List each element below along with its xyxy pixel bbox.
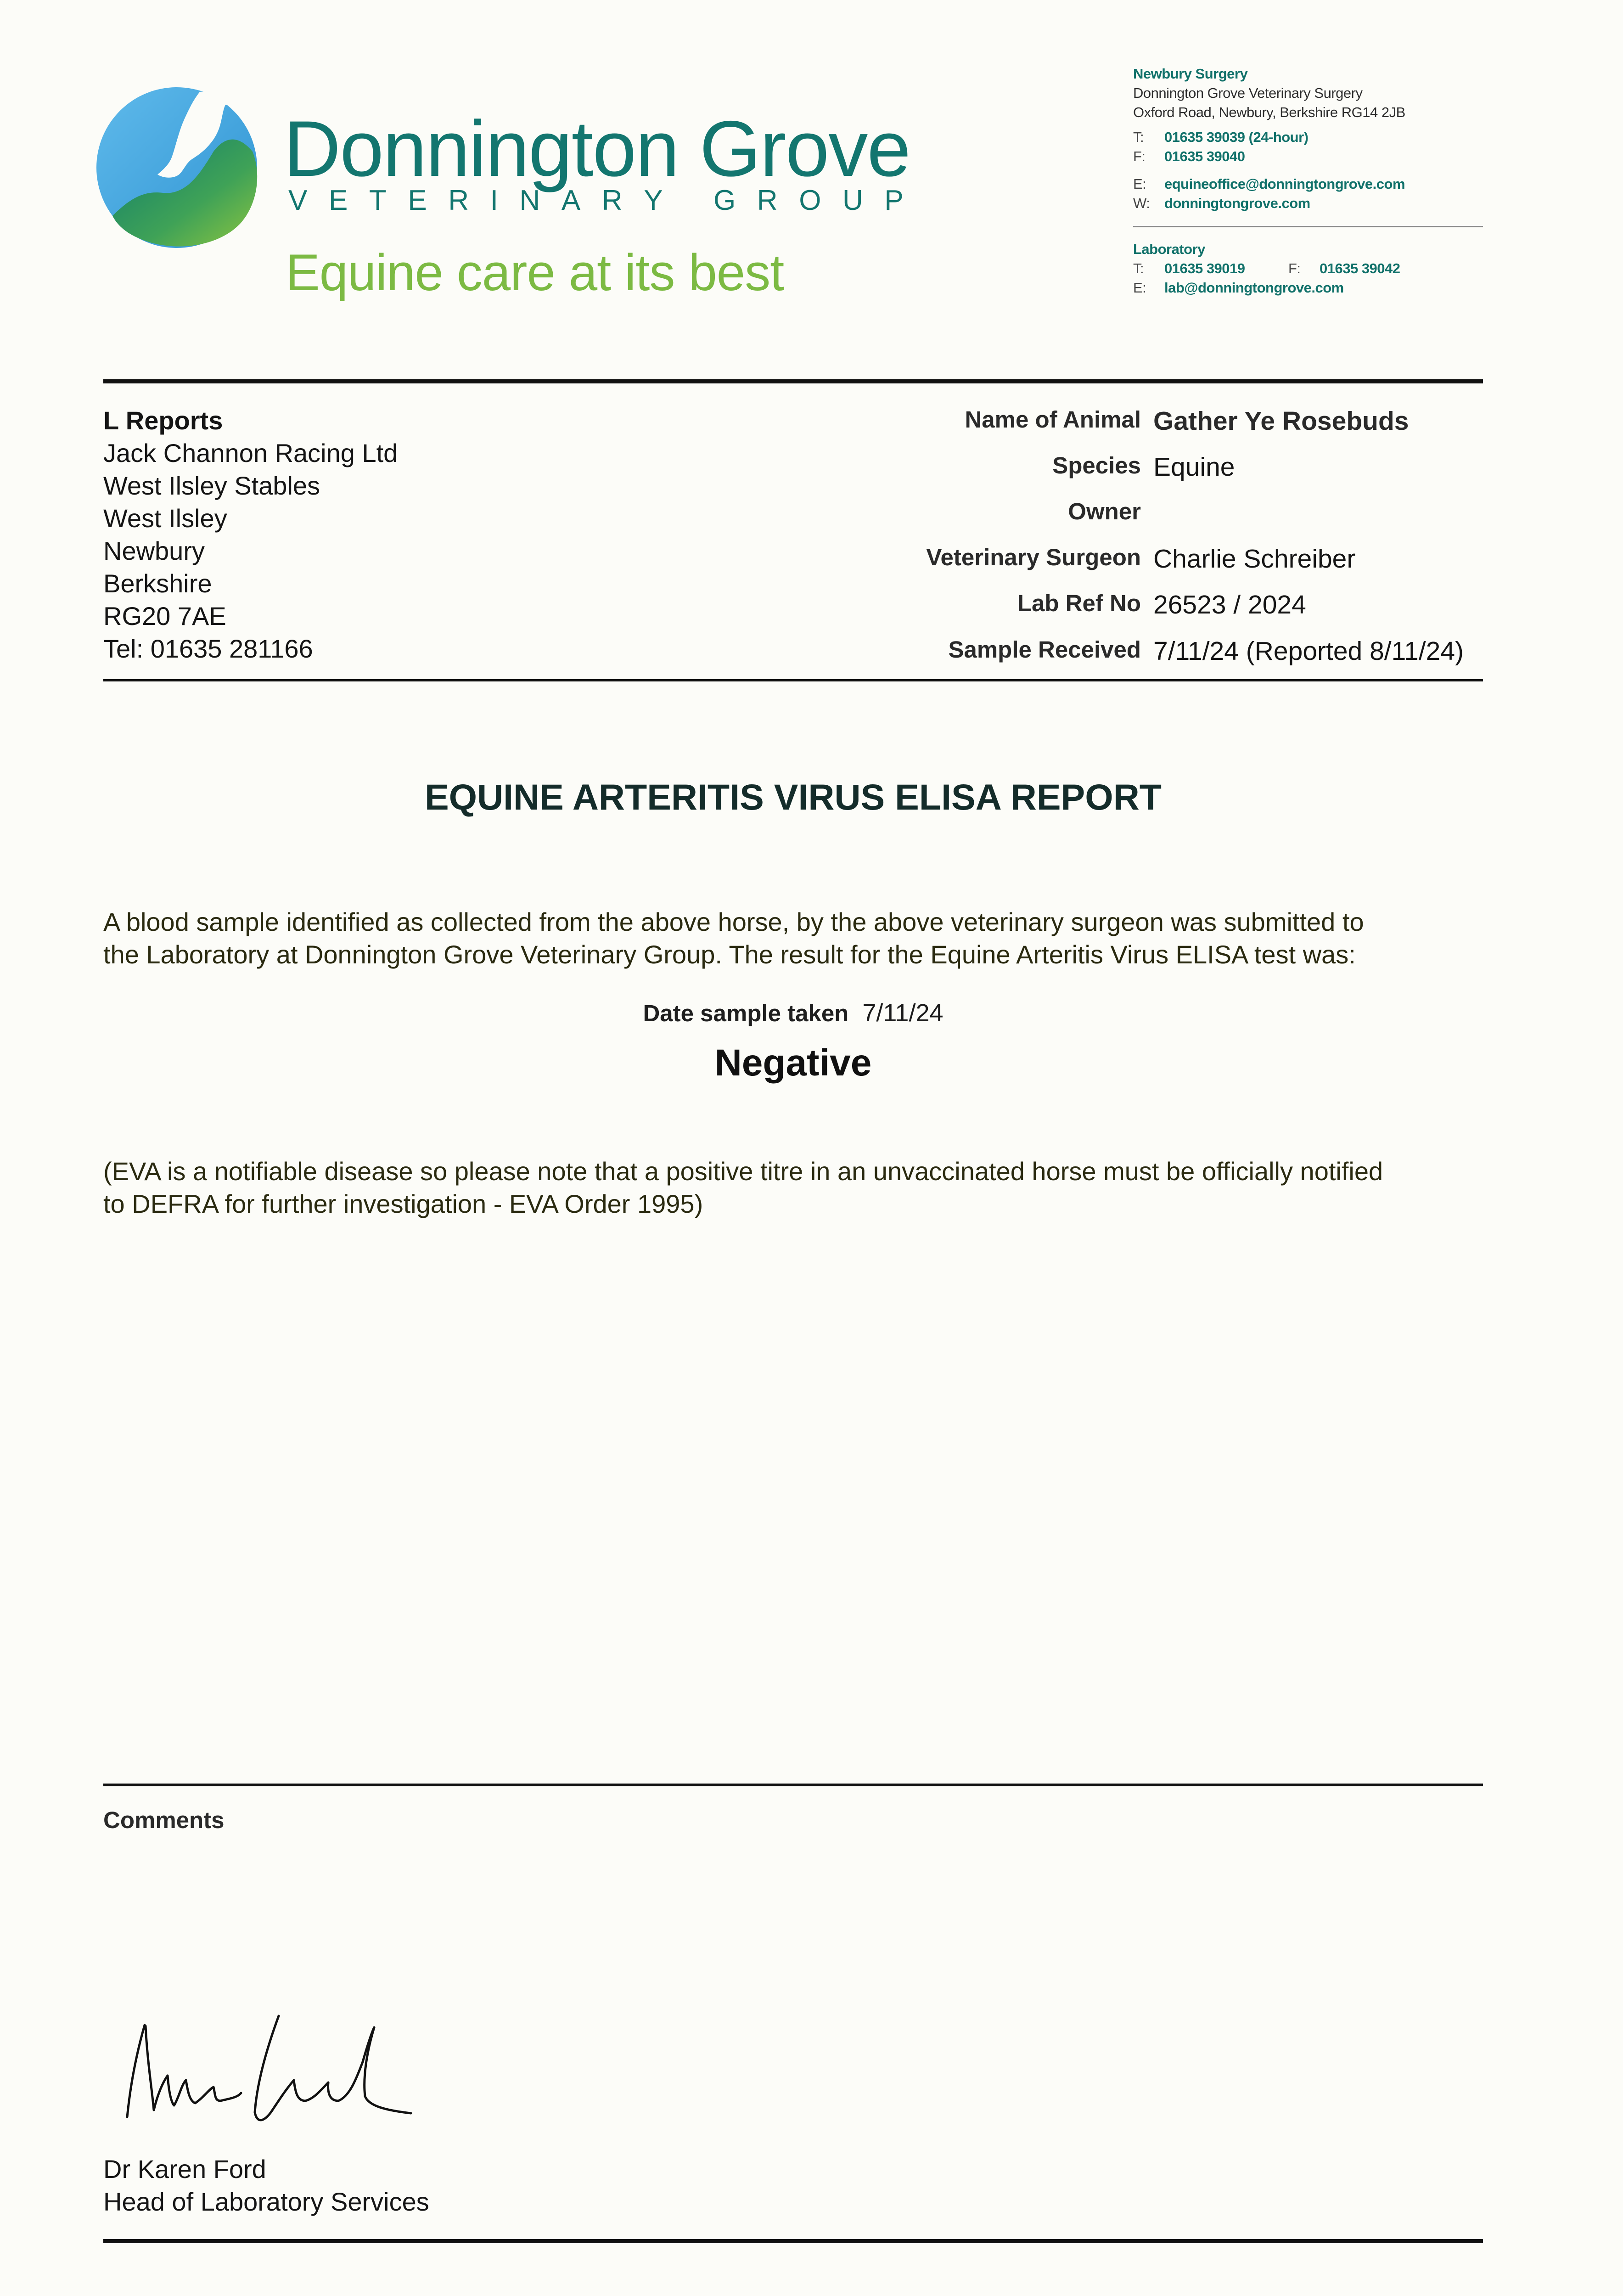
brand-subtitle-letter: N xyxy=(519,185,540,216)
surgery-tel[interactable]: 01635 39039 (24-hour) xyxy=(1164,129,1309,145)
brand-subtitle-letter: R xyxy=(601,185,623,216)
brand-subtitle-letter: Y xyxy=(644,185,663,216)
note-line: (EVA is a notifiable disease so please note that a positive titre in an unvaccinated horse must be officially notified xyxy=(103,1157,1383,1186)
address-line: Tel: 01635 281166 xyxy=(103,634,313,663)
laboratory-tel[interactable]: 01635 39019 xyxy=(1164,260,1245,276)
laboratory-email-row xyxy=(1133,278,1400,298)
fax-label: F: xyxy=(1288,260,1301,276)
laboratory-email-link[interactable]: lab@donningtongrove.com xyxy=(1164,280,1344,296)
detail-label-animal: Name of Animal xyxy=(965,406,1141,433)
surgery-line: Oxford Road, Newbury, Berkshire RG14 2JB xyxy=(1133,104,1405,120)
address-line: West Ilsley xyxy=(103,504,227,533)
notifiable-note xyxy=(103,1155,1490,1220)
surgery-email-link[interactable]: equineoffice@donningtongrove.com xyxy=(1164,176,1405,192)
brand-subtitle-letter: P xyxy=(884,185,904,216)
laboratory-contact-block xyxy=(1133,240,1400,298)
note-line: to DEFRA for further investigation - EVA Order 1995) xyxy=(103,1189,703,1218)
letterhead-divider xyxy=(1133,226,1483,227)
address-line: Newbury xyxy=(103,536,205,565)
laboratory-heading: Laboratory xyxy=(1133,241,1205,257)
detail-label-received: Sample Received xyxy=(948,636,1141,663)
report-title: EQUINE ARTERITIS VIRUS ELISA REPORT xyxy=(424,777,1162,817)
date-sample-taken xyxy=(103,999,1483,1027)
signatory-role: Head of Laboratory Services xyxy=(103,2187,429,2216)
surgery-web-row xyxy=(1133,194,1405,213)
tagline: Equine care at its best xyxy=(286,244,784,301)
brand-subtitle-letter: A xyxy=(561,185,581,216)
address-line: Berkshire xyxy=(103,569,212,598)
comments-rule xyxy=(103,1784,1483,1786)
intro-line: A blood sample identified as collected from the above horse, by the above veterinary surgeon was submitted to xyxy=(103,907,1364,936)
fax-label: F: xyxy=(1133,148,1146,164)
email-label: E: xyxy=(1133,176,1146,192)
brand-subtitle-letter: T xyxy=(369,185,387,216)
brand-subtitle-letter: E xyxy=(328,185,348,216)
laboratory-fax: 01635 39042 xyxy=(1320,260,1400,276)
logo-horse-head-icon xyxy=(94,83,264,253)
tel-label: T: xyxy=(1133,129,1144,145)
date-sample-value: 7/11/24 xyxy=(862,999,943,1027)
laboratory-phone-row xyxy=(1133,259,1400,278)
brand-subtitle-letter: E xyxy=(408,185,427,216)
intro-paragraph xyxy=(103,906,1490,971)
surgery-heading: Newbury Surgery xyxy=(1133,66,1248,82)
recipient-address xyxy=(103,404,398,665)
brand-subtitle-letter: I xyxy=(490,185,498,216)
detail-label-vet: Veterinary Surgeon xyxy=(926,544,1141,570)
surgery-tel-row xyxy=(1133,128,1405,147)
tel-label: T: xyxy=(1133,260,1144,276)
header-rule xyxy=(103,379,1483,383)
email-label: E: xyxy=(1133,280,1146,296)
brand-name: Donnington Grove xyxy=(284,105,910,193)
sample-received-value: 7/11/24 (Reported 8/11/24) xyxy=(1153,636,1464,666)
brand-subtitle-letter: U xyxy=(842,185,863,216)
address-line: West Ilsley Stables xyxy=(103,471,320,500)
test-result: Negative xyxy=(714,1042,872,1084)
brand-subtitle-letter: R xyxy=(448,185,469,216)
species-value: Equine xyxy=(1153,452,1235,482)
surgery-email-row xyxy=(1133,174,1405,194)
surgery-fax-row xyxy=(1133,147,1405,166)
surgery-line: Donnington Grove Veterinary Surgery xyxy=(1133,85,1363,101)
brand-subtitle-letter: V xyxy=(288,185,308,216)
signature-image xyxy=(117,2007,484,2140)
lab-ref-value: 26523 / 2024 xyxy=(1153,590,1306,619)
address-line: Jack Channon Racing Ltd xyxy=(103,439,398,467)
date-sample-label: Date sample taken xyxy=(643,1000,849,1026)
detail-label-owner: Owner xyxy=(1068,498,1141,524)
animal-name: Gather Ye Rosebuds xyxy=(1153,406,1409,436)
brand-subtitle-letter: R xyxy=(757,185,778,216)
web-label: W: xyxy=(1133,195,1150,211)
detail-label-species: Species xyxy=(1052,452,1141,478)
brand-subtitle-letter: G xyxy=(713,185,736,216)
intro-line: the Laboratory at Donnington Grove Veterinary Group. The result for the Equine Arteritis Virus ELISA test was: xyxy=(103,940,1356,969)
details-rule xyxy=(103,679,1483,681)
brand-subtitle-letter: O xyxy=(799,185,821,216)
surgery-fax: 01635 39040 xyxy=(1164,148,1245,164)
brand-subtitle xyxy=(288,186,904,215)
surgery-web-link[interactable]: donningtongrove.com xyxy=(1164,195,1310,211)
vet-surgeon-value: Charlie Schreiber xyxy=(1153,544,1356,574)
signatory-name: Dr Karen Ford xyxy=(103,2155,266,2183)
recipient-title: L Reports xyxy=(103,406,223,435)
detail-label-labref: Lab Ref No xyxy=(1017,590,1141,616)
address-line: RG20 7AE xyxy=(103,602,226,630)
surgery-contact-block xyxy=(1133,64,1405,213)
comments-label: Comments xyxy=(103,1807,225,1833)
brand-subtitle-gap xyxy=(684,186,692,215)
footer-rule xyxy=(103,2239,1483,2243)
signatory-block xyxy=(103,2153,429,2218)
